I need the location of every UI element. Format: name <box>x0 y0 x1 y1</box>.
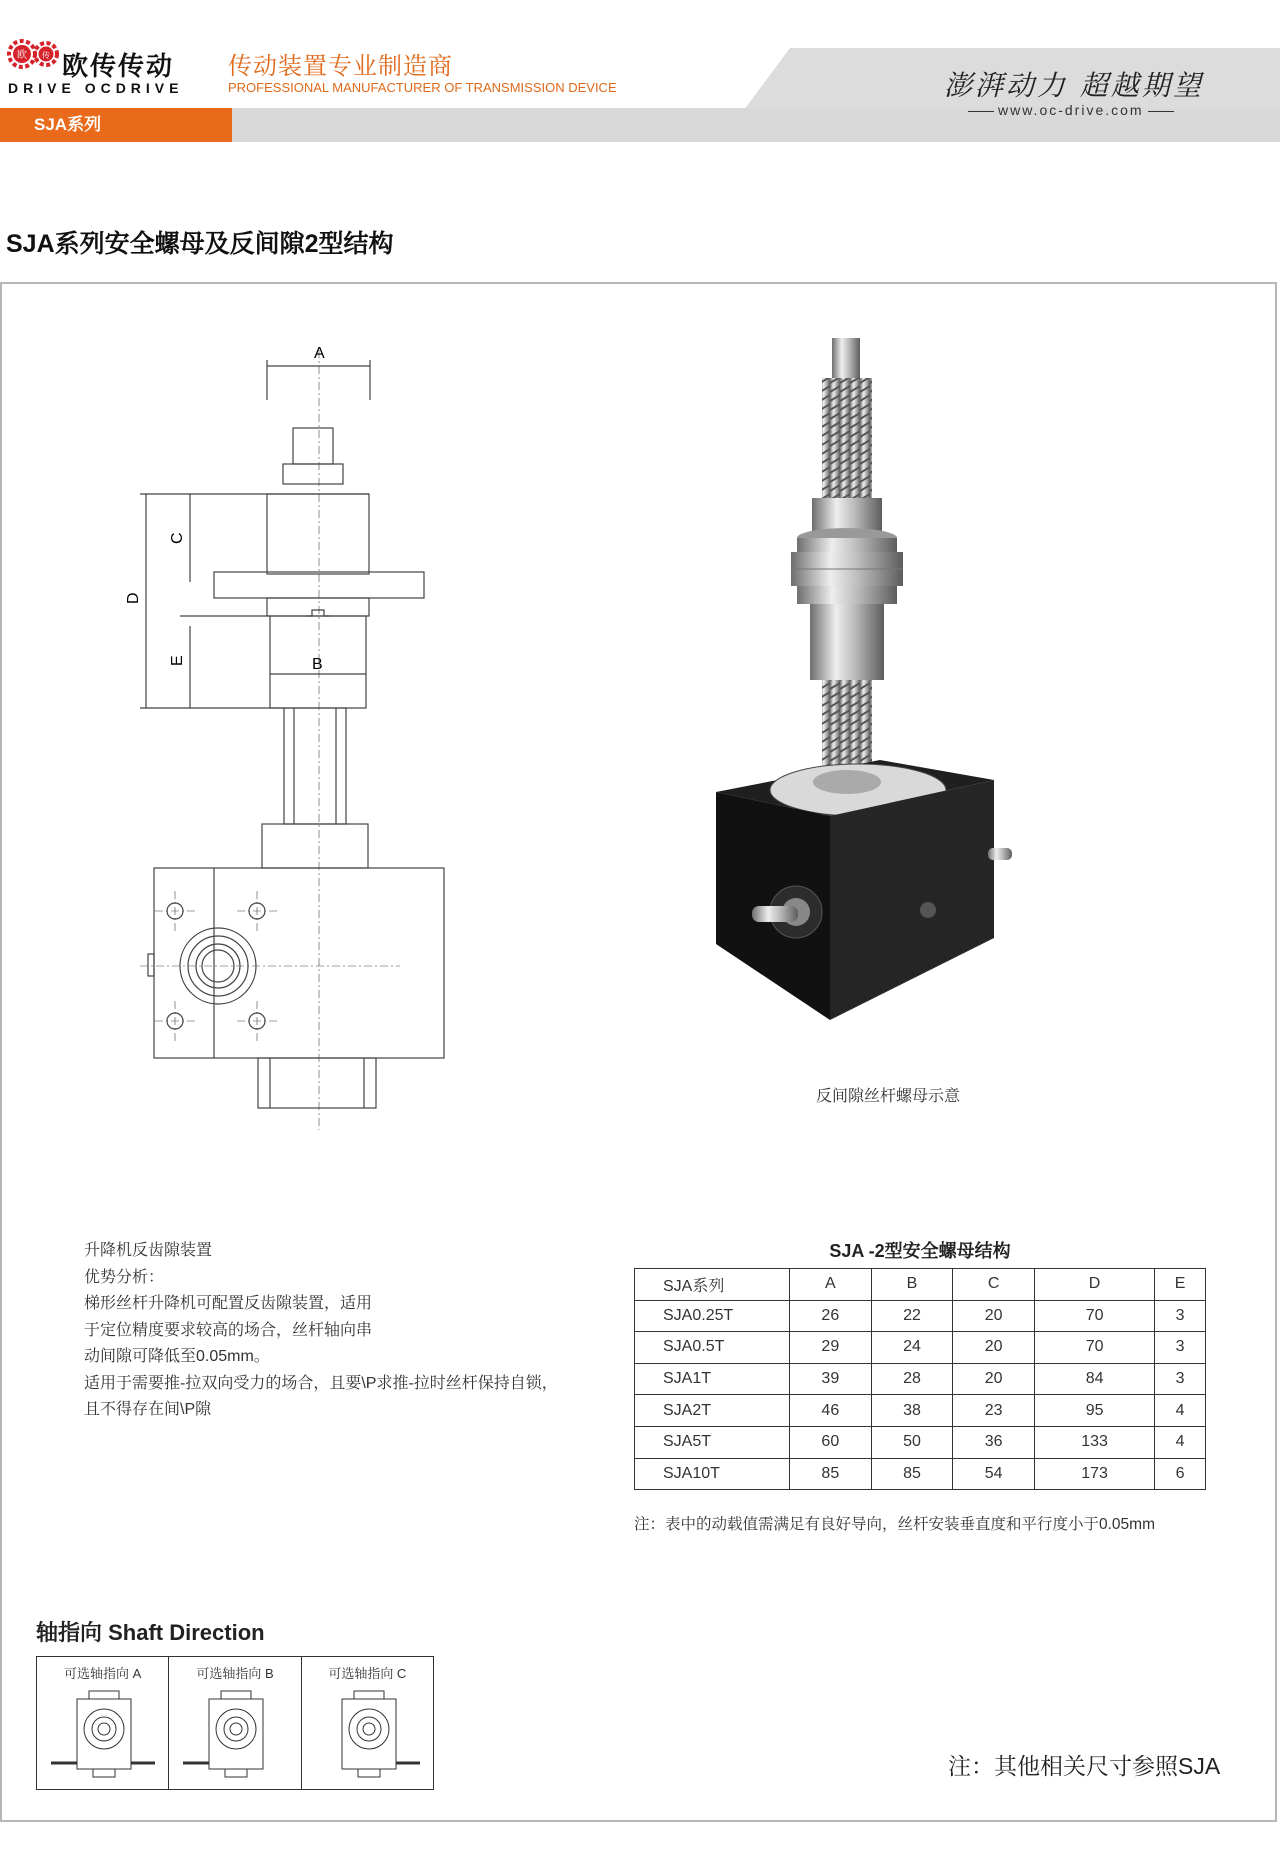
table-cell: SJA0.25T <box>635 1300 790 1332</box>
series-tab[interactable]: SJA系列 <box>0 108 232 142</box>
logo-en-text <box>8 80 183 96</box>
shaft-diagram-b-icon <box>181 1685 289 1785</box>
table-cell: 70 <box>1034 1332 1154 1364</box>
table-row <box>635 1458 1206 1490</box>
table-header-row <box>635 1269 1206 1301</box>
table-cell: 50 <box>871 1426 953 1458</box>
table-cell: 6 <box>1155 1458 1206 1490</box>
spec-table-title: SJA -2型安全螺母结构 <box>829 1241 1011 1261</box>
description-line: 适用于需要推-拉双向受力的场合，且要\P求推-拉时丝杆保持自锁， <box>84 1374 558 1392</box>
description-block <box>84 1238 604 1424</box>
table-cell: SJA0.5T <box>635 1332 790 1364</box>
shaft-direction-title: 轴指向 Shaft Direction <box>36 1620 265 1645</box>
table-cell: 22 <box>871 1300 953 1332</box>
table-row <box>635 1363 1206 1395</box>
gear-icon <box>9 41 57 67</box>
description-line: 于定位精度要求较高的场合，丝杆轴向串 <box>84 1321 373 1339</box>
table-cell: 60 <box>790 1426 872 1458</box>
dim-label-a: A <box>314 345 325 362</box>
table-note: 注：表中的动载值需满足有良好导向，丝杆安装垂直度和平行度小于0.05mm <box>634 1516 1155 1533</box>
shaft-option-b[interactable] <box>169 1657 301 1789</box>
description-line: 优势分析： <box>84 1268 165 1286</box>
table-cell: SJA2T <box>635 1395 790 1427</box>
table-cell: 3 <box>1155 1363 1206 1395</box>
table-cell: 36 <box>953 1426 1035 1458</box>
shaft-diagram-c-icon <box>314 1685 422 1785</box>
technical-drawing <box>110 330 460 1140</box>
table-header-cell: B <box>871 1269 953 1301</box>
shaft-option-label: 可选轴指向 C <box>328 1666 407 1681</box>
table-cell: 173 <box>1034 1458 1154 1490</box>
bottom-note: 注：其他相关尺寸参照SJA <box>948 1753 1221 1779</box>
shaft-option-c[interactable] <box>302 1657 433 1789</box>
table-cell: 29 <box>790 1332 872 1364</box>
table-row <box>635 1426 1206 1458</box>
table-cell: 4 <box>1155 1395 1206 1427</box>
table-cell: 84 <box>1034 1363 1154 1395</box>
shaft-option-label: 可选轴指向 B <box>196 1666 274 1681</box>
table-row <box>635 1332 1206 1364</box>
spec-table <box>634 1268 1206 1490</box>
table-cell: 23 <box>953 1395 1035 1427</box>
table-row <box>635 1395 1206 1427</box>
tagline-cn: 传动装置专业制造商 <box>228 53 453 80</box>
dim-label-e: E <box>169 655 186 666</box>
table-header-cell: D <box>1034 1269 1154 1301</box>
table-cell: 133 <box>1034 1426 1154 1458</box>
table-cell: 4 <box>1155 1426 1206 1458</box>
table-cell: 20 <box>953 1332 1035 1364</box>
table-header-cell: E <box>1155 1269 1206 1301</box>
table-header-cell: A <box>790 1269 872 1301</box>
website-text: www.oc-drive.com <box>998 102 1144 118</box>
description-line: 梯形丝杆升降机可配置反齿隙装置，适用 <box>84 1295 373 1312</box>
table-cell: 3 <box>1155 1332 1206 1364</box>
table-cell: 85 <box>871 1458 953 1490</box>
shaft-direction-options <box>36 1656 434 1790</box>
table-cell: 46 <box>790 1395 872 1427</box>
shaft-option-a[interactable] <box>37 1657 169 1789</box>
table-cell: 38 <box>871 1395 953 1427</box>
table-cell: 28 <box>871 1363 953 1395</box>
table-cell: SJA5T <box>635 1426 790 1458</box>
table-cell: 54 <box>953 1458 1035 1490</box>
description-line: 动间隙可降低至0.05mm。 <box>84 1348 270 1365</box>
logo-badge-ou: 欧 <box>17 50 27 61</box>
dim-label-b: B <box>312 656 323 673</box>
table-cell: 26 <box>790 1300 872 1332</box>
dim-label-d: D <box>125 592 142 604</box>
table-cell: 24 <box>871 1332 953 1364</box>
table-cell: 95 <box>1034 1395 1154 1427</box>
website-link[interactable] <box>964 102 1178 118</box>
photo-caption: 反间隙丝杆螺母示意 <box>816 1088 961 1105</box>
table-cell: 70 <box>1034 1300 1154 1332</box>
table-row <box>635 1300 1206 1332</box>
slogan: 澎湃动力 超越期望 <box>944 69 1204 102</box>
shaft-diagram-a-icon <box>49 1685 157 1785</box>
table-cell: SJA1T <box>635 1363 790 1395</box>
description-line: 升降机反齿隙装置 <box>84 1242 213 1259</box>
table-header-cell: C <box>953 1269 1035 1301</box>
table-header-cell: SJA系列 <box>635 1269 790 1301</box>
table-cell: 20 <box>953 1300 1035 1332</box>
tagline-en: PROFESSIONAL MANUFACTURER OF TRANSMISSION DEVICE <box>228 80 617 95</box>
description-line: 且不得存在间\P隙 <box>84 1401 212 1418</box>
table-cell: 20 <box>953 1363 1035 1395</box>
logo-ocdrive-text: OCDRIVE <box>84 80 184 96</box>
logo-badge-chuan: 传 <box>42 51 50 60</box>
dim-label-c: C <box>169 532 186 544</box>
table-cell: 3 <box>1155 1300 1206 1332</box>
page-title: SJA系列安全螺母及反间隙2型结构 <box>6 230 394 258</box>
table-cell: 85 <box>790 1458 872 1490</box>
shaft-option-label: 可选轴指向 A <box>64 1666 142 1681</box>
table-cell: SJA10T <box>635 1458 790 1490</box>
product-photo <box>700 330 1070 1030</box>
logo-drive-text: DRIVE <box>8 80 76 96</box>
logo-cn-text: 欧传传动 <box>62 51 175 81</box>
table-cell: 39 <box>790 1363 872 1395</box>
